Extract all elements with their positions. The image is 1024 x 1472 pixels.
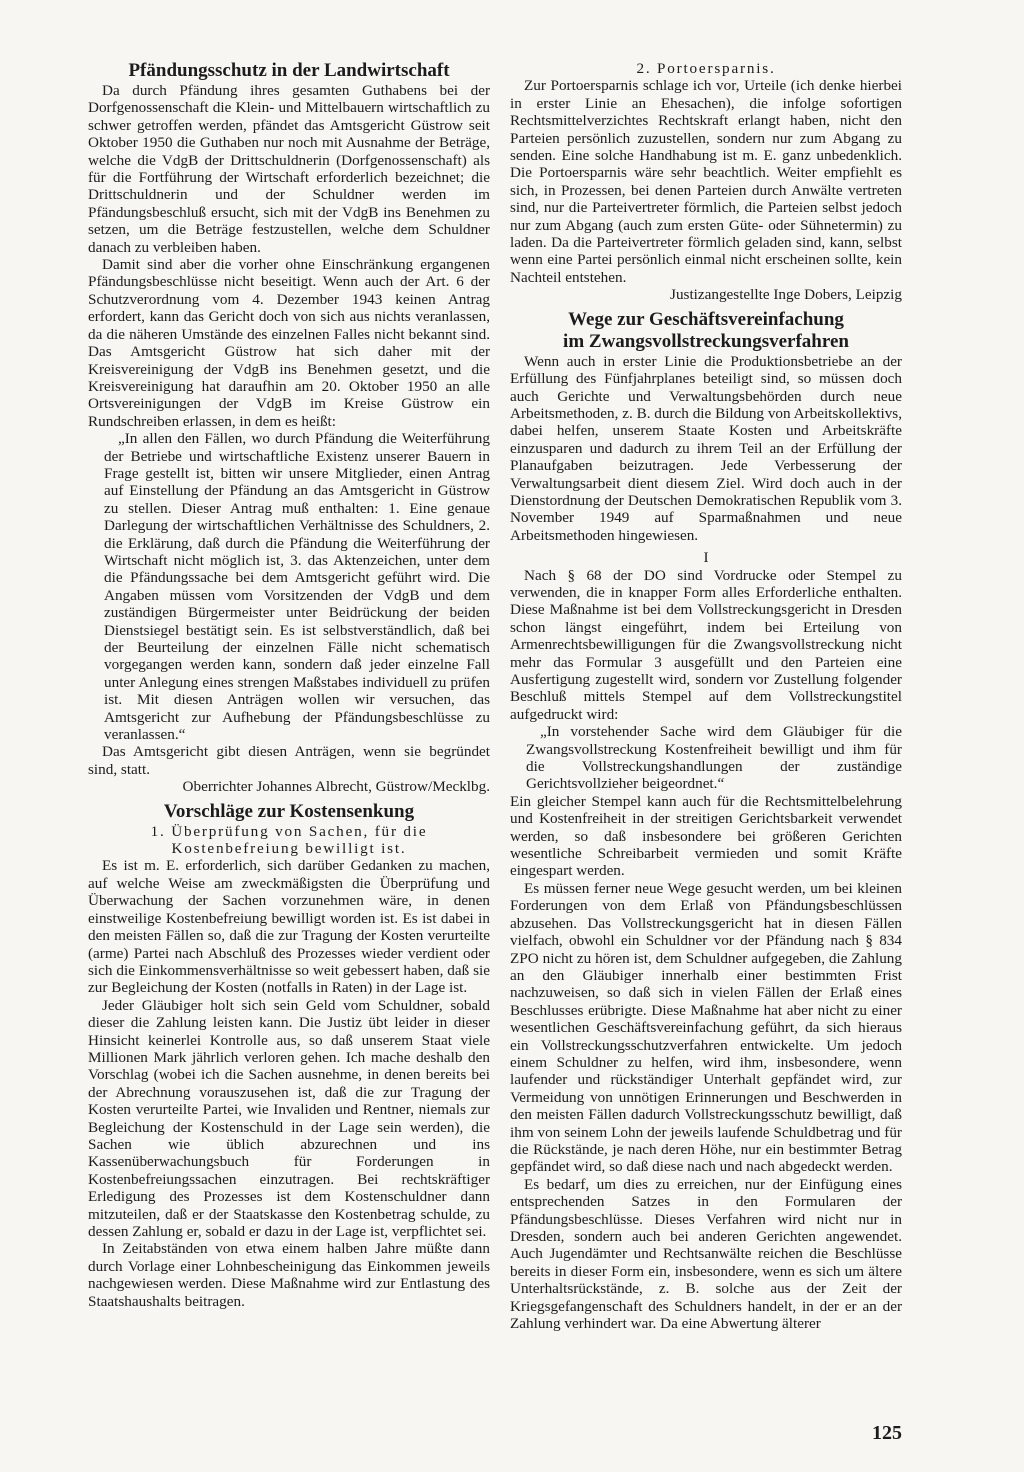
paragraph: Das Amtsgericht gibt diesen Anträgen, wenn sie begründet sind, statt. (88, 743, 490, 778)
paragraph: Es ist m. E. erforderlich, sich darüber Gedanken zu machen, auf welche Weise am zweckmäßigsten die Überprüfung und Überwachung der Sachen vorzunehmen wäre, in denen einstweilige Kostenbefreiung bewilligt worden ist. Es ist dabei in den meisten Fällen so, daß die zur Tragung der Kosten verurteilte (arme) Partei nach Abschluß des Prozesses wieder verdient oder sich die Einkommensverhältnisse so weit gebessert haben, daß sie zur Begleichung der Kosten (notfalls in Raten) in der Lage ist. (88, 857, 490, 997)
section-numeral: I (703, 549, 709, 567)
paragraph: Jeder Gläubiger holt sich sein Geld vom Schuldner, sobald dieser die Zahlung leisten kann. Die Justiz übt leider in dieser Hinsicht keinerlei Kontrolle aus, so daß unserem Staat viele Millionen Mark jährlich verloren gehen. Ich mache deshalb den Vorschlag (wobei ich die Sachen ausnehme, in denen bereits bei der Abrechnung vorauszusehen ist, daß die zur Tragung der Kosten verurteilte Partei, wie Invaliden und Rentner, niemals zur Begleichung der Kostenschuld in der Lage sein werden), die Sachen wie üblich abzurechnen und ins Kassenüberwachungsbuch für Forderungen in Kostenbefreiungssachen einzutragen. Bei rechtskräftiger Erledigung des Prozesses ist dem Kostenschuldner dann mitzuteilen, daß er der Staatskasse den Kostenbetrag schulde, zu dessen Zahlung er, sobald er dazu in der Lage ist, verpflichtet sei. (88, 996, 490, 1240)
paragraph: Ein gleicher Stempel kann auch für die Rechtsmittelbelehrung und Kostenfreiheit in der streitigen Gerichtsbarkeit verwendet werden, so daß insbesondere bei größeren Gerichten wesentliche Schreibarbeit vermieden und somit Kräfte eingespart werden. (510, 792, 902, 880)
author-signature: Oberrichter Johannes Albrecht, Güstrow/Mecklbg. (182, 778, 490, 796)
section-subheading: 1. Überprüfung von Sachen, für die (150, 822, 428, 840)
paragraph: Nach § 68 der DO sind Vordrucke oder Stempel zu verwenden, die in knapper Form alles Erforderliche enthalten. Diese Maßnahme ist bei dem Vollstreckungsgericht in Dresden schon längst eingeführt, indem bei Erteilung von Armenrechtsbewilligungen für die Zwangsvollstreckung nicht mehr das Formular 3 ausgefüllt und den Parteien eine Ausfertigung zugestellt wird, sondern vor Zustellung folgender Beschluß mittels Stempel auf dem Vollstreckungstitel aufgedruckt wird: (510, 566, 902, 723)
section-subheading: 2. Portoersparnis. (636, 60, 776, 77)
article-heading-kostensenkung: Vorschläge zur Kostensenkung (163, 800, 415, 822)
right-column (510, 60, 902, 1332)
block-quote: „In allen den Fällen, wo durch Pfändung die Weiterführung der Betriebe und wirtschaftliche Existenz unserer Bauern in Frage gestellt ist, bitten wir unsere Mitglieder, einen Antrag auf Einstellung der Pfändung an das Amtsgericht in Güstrow zu stellen. Dieser Antrag muß enthalten: 1. Eine genaue Darlegung der wirtschaftlichen Verhältnisse des Schuldners, 2. die Erklärung, daß durch die Pfändung die Weiterführung der Wirtschaft nicht möglich ist, 3. das Aktenzeichen, unter dem die Pfändungssache bei dem Amtsgericht geführt wird. Die Angaben müssen vom Vorsitzenden der VdgB und dem zuständigen Bürgermeister unter Beidrückung der beiden Dienstsiegel bestätigt sein. Es ist selbstverständlich, daß bei der Beurteilung der einzelnen Fälle nicht schematisch vorgegangen werden kann, sondern daß jeder einzelne Fall unter Anlegung eines strengen Maßstabes individuell zu prüfen ist. Mit diesen Anträgen wollen wir versuchen, das Amtsgericht zur Aufhebung der Pfändungsbeschlüsse zu veranlassen.“ (104, 430, 490, 744)
paragraph: Es bedarf, um dies zu erreichen, nur der Einfügung eines entsprechenden Satzes in den Formularen der Pfändungsbeschlüsse. Dieses Verfahren wird nicht nur in Dresden, sondern auch bei anderen Gerichten angewendet. Auch Jugendämter und Rechtsanwälte reichen die Beschlüsse bereits in dieser Form ein, insbesondere, wenn es sich um ältere Unterhaltsrückstände, z. B. solche aus der Zeit der Kriegsgefangenschaft des Schuldners handelt, in der er an der Zahlung verhindert war. Da eine Abwertung älterer (510, 1175, 902, 1333)
article-heading-geschaeftsvereinfachung: Wege zur Geschäftsvereinfachung (568, 308, 844, 330)
paragraph: In Zeitabständen von etwa einem halben Jahre müßte dann durch Vorlage einer Lohnbescheinigung das Einkommen jeweils nachgewiesen werden. Diese Maßnahme wird zur Entlastung des Staatshaushalts beitragen. (88, 1240, 490, 1310)
left-column (88, 60, 490, 1310)
section-subheading-cont: Kostenbefreiung bewilligt ist. (171, 840, 407, 858)
block-quote: „In vorstehender Sache wird dem Gläubiger für die Zwangsvollstreckung Kostenfreiheit bewilligt und ihm für die Vollstreckungshandlungen der zuständige Gerichtsvollzieher beigeordnet.“ (526, 723, 902, 793)
paragraph: Es müssen ferner neue Wege gesucht werden, um bei kleinen Forderungen von dem Erlaß von Pfändungsbeschlüssen abzusehen. Das Vollstreckungsgericht hat in diesen Fällen vielfach, obwohl ein Schuldner vor der Pfändung nach § 834 ZPO nicht zu hören ist, dem Schuldner aufgegeben, die Zahlung an den Gläubiger innerhalb einer bestimmten Frist nachzuweisen, so daß sich in vielen Fällen der Erlaß eines Beschlusses erübrigte. Diese Maßnahme hat aber nicht zu einer wesentlichen Geschäftsvereinfachung geführt, da sich hieraus ein Vollstreckungsschutzverfahren entwickelte. Um jedoch einem Schuldner zu helfen, wird ihm, insbesondere, wenn laufender und rückständiger Unterhalt gepfändet wird, zur Vermeidung von unnötigen Erinnerungen und Beschwerden in den meisten Fällen dadurch Vollstreckungsschutz bewilligt, daß ihm von seinem Lohn der jeweils laufende Schuldbetrag und für die Rückstände, je nach deren Höhe, nur ein bestimmter Betrag gepfändet wird, so daß diese nach und nach abgedeckt werden. (510, 879, 902, 1176)
paragraph: Wenn auch in erster Linie die Produktionsbetriebe an der Erfüllung des Fünfjahrplanes beteiligt sind, so müssen doch auch Gerichte und Verwaltungsbehörden durch neue Arbeitsmethoden, z. B. durch die Bildung von Arbeitskollektivs, dabei helfen, unserem Staate Kosten und Arbeitskräfte einzusparen und dadurch zu ihrem Teil an der Erfüllung der Planaufgaben beizutragen. Jede Verbesserung der Verwaltungsarbeit dient diesem Ziel. Wird doch auch in der Dienstordnung der Deutschen Demokratischen Republik vom 3. November 1949 auf Sparmaßnahmen und neue Arbeitsmethoden hingewiesen. (510, 352, 902, 544)
author-signature: Justizangestellte Inge Dobers, Leipzig (670, 286, 902, 304)
article-heading-pfaendungsschutz: Pfändungsschutz in der Landwirtschaft (128, 60, 450, 81)
paragraph: Da durch Pfändung ihres gesamten Guthabens bei der Dorfgenossenschaft die Klein- und Mittelbauern wirtschaftlich zu schwer getroffen werden, pfändet das Amtsgericht Güstrow seit Oktober 1950 die Guthaben nur noch mit Ausnahme der Beträge, welche die VdgB der Drittschuldnerin (Dorfgenossenschaft) als für die Fortführung der Wirtschaft erforderlich bezeichnet; die Drittschuldnerin und der Schuldner werden im Pfändungsbeschluß ersucht, sich mit der VdgB ins Benehmen zu setzen, um die Beträge festzustellen, welche dem Schuldner danach zu verbleiben haben. (88, 82, 490, 256)
page-number: 125 (872, 1422, 902, 1444)
paragraph: Damit sind aber die vorher ohne Einschränkung ergangenen Pfändungsbeschlüsse nicht beseitigt. Wenn auch der Art. 6 der Schutzverordnung vom 4. Dezember 1943 keinen Antrag erfordert, kann das Gericht doch von sich aus nichts veranlassen, da die näheren Umstände des einzelnen Falles nicht bekannt sind. Das Amtsgericht Güstrow hat sich daher mit der Kreisvereinigung der VdgB ins Benehmen gesetzt, und die Kreisvereinigung hat daraufhin am 20. Oktober 1950 an alle Ortsvereinigungen der VdgB im Kreise Güstrow ein Rundschreiben erlassen, in dem es heißt: (88, 256, 490, 430)
article-heading-cont: im Zwangsvollstreckungsverfahren (563, 330, 849, 352)
paragraph: Zur Portoersparnis schlage ich vor, Urteile (ich denke hierbei in erster Linie an Ehesachen), die infolge sofortigen Rechtsmittelverzichtes Rechtskraft erlangt haben, nicht den Parteien persönlich zuzustellen, sondern nur zum Abgang zu senden. Eine solche Handhabung ist m. E. ganz unbedenklich. Die Portoersparnis wäre sehr beachtlich. Weiter empfiehlt es sich, in Prozessen, bei denen Parteien durch Anwälte vertreten sind, nur die Parteivertreter förmlich, die Parteien selbst jedoch nur zum Abgang (auch zum ersten Güte- oder Sühnetermin) zu laden. Da die Parteivertreter förmlich geladen sind, kann, selbst wenn eine Partei persönlich einmal nicht erscheinen sollte, kein Nachteil entstehen. (510, 77, 902, 286)
